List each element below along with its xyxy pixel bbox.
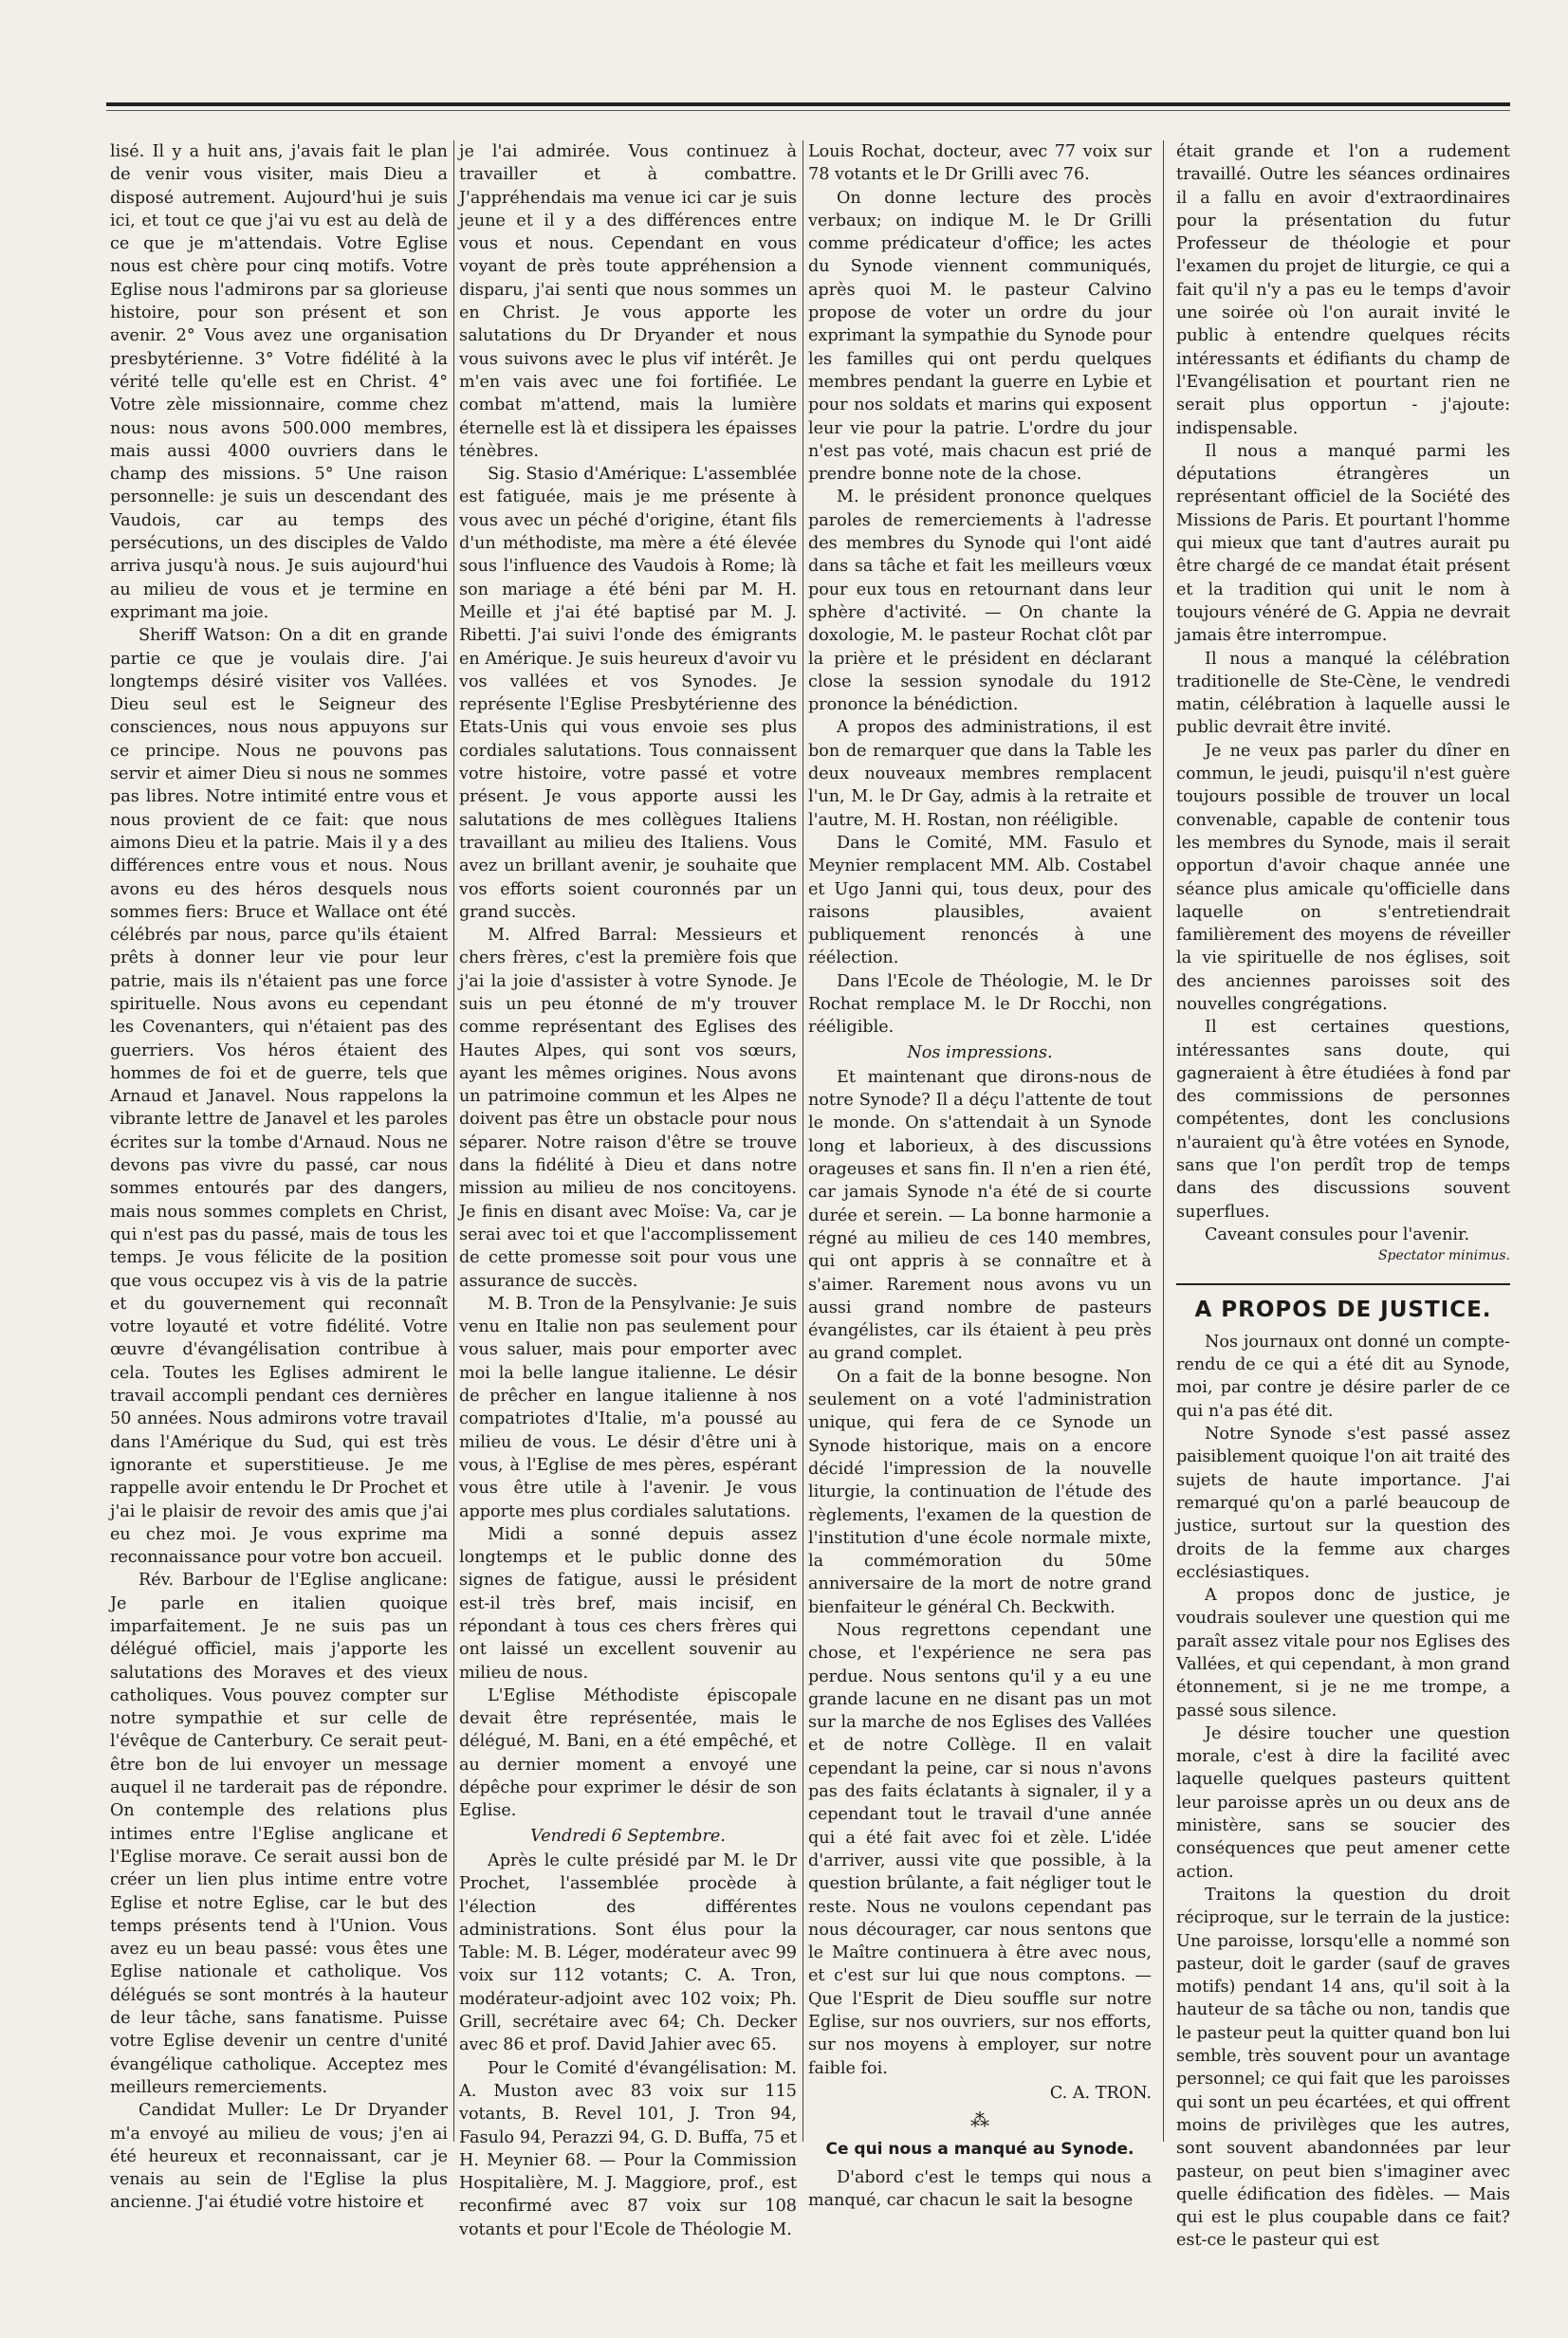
- paragraph: Traitons la question du droit réciproque, sur le terrain de la justice: Une paroisse, lorsqu'elle a nommé son pasteur, doit le garder (sauf de graves motifs) pendant 14 ans, qu'il soit à la hauteur de sa tâche ou non, tandis que le pasteur peut la quitter quand bon lui semble, très souvent pour un avantage personnel; ce qui fait que les paroisses qui sont un peu écartées, et qui offrent moins de privilèges que les autres, sont souvent abandonnées par leur pasteur, on peut bien s'imaginer avec quelle édification des fidèles. — Mais qui est le plus coupable dans ce fait? est-ce le pasteur qui est: [1176, 1885, 1511, 2251]
- paragraph: On donne lecture des procès verbaux; on indique M. le Dr Grilli comme prédicateur d'office; les actes du Synode viennent communiqués, après quoi M. le pasteur Calvino propose de voter un ordre du jour exprimant la sympathie du Synode pour les familles qui ont perdu quelques membres pendant la guerre en Lybie et pour nos soldats et marins qui exposent leur vie pour la patrie. L'ordre du jour n'est pas voté, mais chacun est prié de prendre bonne note de la chose.: [808, 188, 1152, 485]
- paragraph: Il nous a manqué la célébration traditionelle de Ste-Cène, le vendredi matin, célébration à laquelle aussi le public devrait être invité.: [1176, 649, 1510, 738]
- paragraph: D'abord c'est le temps qui nous a manqué, car chacun le sait la besogne: [808, 2167, 1152, 2211]
- paragraph: Et maintenant que dirons-nous de notre Synode? Il a déçu l'attente de tout le monde. On s'attendait à un Synode long et laborieux, à des discussions orageuses et sans fin. Il n'en a rien été, car jamais Synode n'a été de si courte durée et serein. — La bonne harmonie a régné au milieu de ces 140 membres, qui ont appris à se connaître et à s'aimer. Rarement nous avons vu un aussi grand nombre de pasteurs évangélistes, car ils étaient à peu près au grand complet.: [808, 1067, 1152, 1364]
- paragraph: Notre Synode s'est passé assez paisiblement quoique l'on ait traité des sujets de haute importance. J'ai remarqué qu'on a parlé beaucoup de justice, surtout sur la question des droits de la femme aux charges ecclésiastiques.: [1176, 1425, 1510, 1582]
- column-3: [808, 140, 1152, 2211]
- paragraph: lisé. Il y a huit ans, j'avais fait le plan de venir vous visiter, mais Dieu a disposé autrement. Aujourd'hui je suis ici, et tout ce que j'ai vu est au delà de ce que je m'attendais. Votre Eglise nous est chère pour cinq motifs. Votre Eglise nous l'admirons par sa glorieuse histoire, pour son présent et son avenir. 2° Vous avez une organisation presbytérienne. 3° Votre fidélité à la vérité telle qu'elle est en Christ. 4° Votre zèle missionnaire, comme chez nous: nous avons 500.000 membres, mais aussi 4000 ouvriers dans le champ des missions. 5° Une raison personnelle: je suis un descendant des Vaudois, car au temps des persécutions, un des disciples de Valdo arriva jusqu'à nous. Je suis aujourd'hui au milieu de vous et je termine en exprimant ma joie.: [110, 142, 448, 622]
- paragraph: M. Alfred Barral: Messieurs et chers frères, c'est la première fois que j'ai la joie d'assister à votre Synode. Je suis un peu étonné de m'y trouver comme représentant des Eglises des Hautes Alpes, qui sont vos sœurs, ayant les mêmes origines. Nous avons un patrimoine commun et les Alpes ne doivent pas être un obstacle pour nous séparer. Notre raison d'être se trouve dans la fidélité à Dieu et dans notre mission au milieu de nos concitoyens. Je finis en disant avec Moïse: Va, car je serai avec toi et que l'accomplissement de cette promesse soit pour vous une assurance de succès.: [459, 926, 797, 1291]
- asterism-divider: ⁂: [970, 2108, 989, 2132]
- column-divider: [802, 140, 803, 2142]
- paragraph: Je désire toucher une question morale, c'est à dire la facilité avec laquelle quelques pasteurs quittent leur paroisse après un ou deux ans de ministère, sans se soucier des conséquences que peut amener cette action.: [1176, 1723, 1510, 1882]
- paragraph: Caveant consules pour l'avenir.: [1205, 1224, 1470, 1244]
- column-divider: [1163, 140, 1164, 2142]
- paragraph: Louis Rochat, docteur, avec 77 voix sur 78 votants et le Dr Grilli avec 76.: [808, 142, 1152, 185]
- paragraph: Rév. Barbour de l'Eglise anglicane: Je parle en italien quoique imparfaitement. Je ne suis pas un délégué officiel, mais j'apporte les salutations des Moraves et des vieux catholiques. Vous pouvez compter sur notre sympathie et sur celle de l'évêque de Canterbury. Ce serait peut-être bon de lui envoyer un message auquel il ne tarderait pas de répondre. On contemple des relations plus intimes entre l'Eglise anglicane et l'Eglise morave. Ce serait aussi bon de créer un lien plus intime entre votre Eglise et notre Eglise, car le but des temps présents tend à l'Union. Vous avez eu un beau passé: vous êtes une Eglise nationale et catholique. Vos délégués se sont montrés à la hauteur de leur tâche, sans fanatisme. Puisse votre Eglise devenir un centre d'unité évangélique catholique. Acceptez mes meilleurs remerciements.: [110, 1571, 448, 2097]
- column-divider: [453, 140, 454, 2142]
- paragraph: Midi a sonné depuis assez longtemps et le public donne des signes de fatigue, aussi le président est-il très bref, mais incisif, en répondant à tous ces chers frères qui ont laissé un excellent souvenir au milieu de nous.: [459, 1524, 797, 1683]
- paragraph: On a fait de la bonne besogne. Non seulement on a voté l'administration unique, qui fera de ce Synode un Synode historique, mais on a encore décidé l'impression de la nouvelle liturgie, la continuation de l'étude des règlements, l'examen de la question de l'institution d'une école normale mixte, la commémoration du 50me anniversaire de la mort de notre grand bienfaiteur le général Ch. Beckwith.: [808, 1367, 1152, 1617]
- paragraph: Dans le Comité, MM. Fasulo et Meynier remplacent MM. Alb. Costabel et Ugo Janni qui, tous deux, pour des raisons plausibles, avaient publiquement renoncés à une réélection.: [808, 833, 1152, 968]
- column-1: [110, 140, 448, 2213]
- paragraph: M. le président prononce quelques paroles de remerciements à l'adresse des membres du Synode qui l'ont aidé dans sa tâche et fait les meilleurs vœux pour eux tous en retournant dans leur sphère d'activité. — On chante la doxologie, M. le pasteur Rochat clôt par la prière et le président en déclarant close la session synodale du 1912 prononce la bénédiction.: [808, 488, 1152, 715]
- paragraph: Nos journaux ont donné un compte-rendu de ce qui a été dit au Synode, moi, par contre je désire parler de ce qui n'a pas été dit.: [1176, 1332, 1510, 1421]
- paragraph: était grande et l'on a rudement travaillé. Outre les séances ordinaires il a fallu en avoir d'extraordinaires pour la présentation du futur Professeur de théologie et pour l'examen du projet de liturgie, ce qui a fait qu'il n'y a pas eu le temps d'avoir une soirée où l'on aurait invité le public à entendre quelques récits intéressants et édifiants du champ de l'Evangélisation et pourtant rien ne serait plus opportun - j'ajoute: indispensable.: [1176, 142, 1510, 438]
- paragraph: Candidat Muller: Le Dr Dryander m'a envoyé au milieu de vous; j'en ai été heureux et reconnaissant, car je venais au sein de l'Eglise la plus ancienne. J'ai étudié votre histoire et: [110, 2101, 448, 2213]
- article-heading: A PROPOS DE JUSTICE.: [1194, 1297, 1492, 1322]
- paragraph: Pour le Comité d'évangélisation: M. A. Muston avec 83 voix sur 115 votants, B. Revel 101, J. Tron 94, Fasulo 94, Perazzi 94, G. D. Buffa, 75 et H. Meynier 68. — Pour la Commission Hospitalière, M. J. Maggiore, prof., est reconfirmé avec 87 voix sur 108 votants et pour l'Ecole de Théologie M.: [459, 2058, 797, 2239]
- section-subheading: Vendredi 6 Septembre.: [530, 1826, 726, 1846]
- paragraph: L'Eglise Méthodiste épiscopale devait être représentée, mais le délégué, M. Bani, en a été empêché, et au dernier moment a envoyé une dépêche pour exprimer le désir de son Eglise.: [459, 1685, 797, 1821]
- paragraph: A propos donc de justice, je voudrais soulever une question qui me paraît assez vitale pour nos Eglises des Vallées, et qui cependant, à mon grand étonnement, si je ne me trompe, a passé sous silence.: [1176, 1586, 1510, 1721]
- paragraph: Après le culte présidé par M. le Dr Prochet, l'assemblée procède à l'élection des différentes administrations. Sont élus pour la Table: M. B. Léger, modérateur avec 99 voix sur 112 votants; C. A. Tron, modérateur-adjoint avec 102 voix; Ph. Grill, secrétaire avec 64; Ch. Decker avec 86 et prof. David Jahier avec 65.: [459, 1850, 797, 2055]
- column-4: [1176, 140, 1511, 2251]
- section-rule: [1176, 1283, 1510, 1285]
- header-rule-thin: [106, 110, 1510, 111]
- paragraph: Sheriff Watson: On a dit en grande partie ce que je voulais dire. J'ai longtemps désiré visiter vos Vallées. Dieu seul est le Seigneur des consciences, nous nous appuyons sur ce principe. Nous ne pouvons pas servir et aimer Dieu si nous ne sommes pas libres. Notre intimité entre vous et nous provient de ce fait: que nous aimons Dieu et la patrie. Mais il y a des différences entre vous et nous. Nous avons eu des héros desquels nous sommes fiers: Bruce et Wallace ont été célébrés par nous, parce qu'ils étaient prêts à donner leur vie pour leur patrie, mais ils n'étaient pas une force spirituelle. Nous avons eu cependant les Covenanters, qui n'étaient pas des guerriers. Vos héros étaient des hommes de foi et de guerre, tels que Arnaud et Janavel. Nous rappelons la vibrante lettre de Janavel et les paroles écrites sur la tombe d'Arnaud. Nous ne devons pas vivre du passé, car nous sommes entourés par des dangers, mais nous sommes complets en Christ, qui n'est pas du passé, mais de tous les temps. Je vous félicite de la position que vous occupez vis à vis de la patrie et du gouvernement qui reconnaît votre loyauté et votre fidélité. Votre œuvre d'évangélisation contribue à cela. Toutes les Eglises admirent le travail accompli pendant ces dernières 50 années. Nous admirons votre travail dans l'Amérique du Sud, qui est très ignorante et superstitieuse. Je me rappelle avoir entendu le Dr Prochet et j'ai le plaisir de revoir des amis que j'ai eu chez moi. Je vous exprime ma reconnaissance pour votre bon accueil.: [110, 626, 448, 1568]
- paragraph: Nous regrettons cependant une chose, et l'expérience ne sera pas perdue. Nous sentons qu'il y a eu une grande lacune en ne disant pas un mot sur la marche de nos Eglises des Vallées et de notre Collège. Il en valait cependant la peine, car si nous n'avons pas des faits éclatants à signaler, il y a cependant tout le travail d'une année qui a été fait avec foi et zèle. L'idée d'arriver, aussi vite que possible, à la question brûlante, a fait négliger tout le reste. Nous ne voulons cependant pas nous décourager, car nous sentons que le Maître continuera à être avec nous, et c'est sur lui que nous comptons. — Que l'Esprit de Dieu souffle sur notre Eglise, sur nos ouvriers, sur nos efforts, sur nos moyens à employer, sur notre faible foi.: [808, 1621, 1152, 2078]
- paragraph: M. B. Tron de la Pensylvanie: Je suis venu en Italie non pas seulement pour vous saluer, mais pour emporter avec moi la belle langue italienne. Le désir de prêcher en langue italienne à nos compatriotes d'Italie, m'a poussé au milieu de vous. Le désir d'être uni à vous, à l'Eglise de mes pères, espérant vous être utile à l'avenir. Je vous apporte mes plus cordiales salutations.: [459, 1294, 797, 1521]
- paragraph: Il nous a manqué parmi les députations étrangères un représentant officiel de la Société des Missions de Paris. Et pourtant l'homme qui mieux que tant d'autres aurait pu être chargé de ce mandat était présent et la tradition qui unit le nom à toujours vénéré de G. Appia ne devrait jamais être interrompue.: [1176, 441, 1510, 646]
- author-signature: C. A. TRON.: [1049, 2083, 1152, 2103]
- paragraph: A propos des administrations, il est bon de remarquer que dans la Table les deux nouveaux membres remplacent l'un, M. le Dr Gay, admis à la retraite et l'autre, M. H. Rostan, non rééligible.: [808, 718, 1152, 830]
- paragraph: Je ne veux pas parler du dîner en commun, le jeudi, puisqu'il n'est guère toujours possible de trouver un local convenable, capable de contenir tous les membres du Synode, mais il serait opportun d'avoir chaque année une séance plus amicale qu'officielle dans laquelle on s'entretiendrait familièrement des moyens de réveiller la vie spirituelle de nos églises, soit des anciennes paroisses soit des nouvelles congrégations.: [1176, 741, 1510, 1014]
- paragraph: Sig. Stasio d'Amérique: L'assemblée est fatiguée, mais je me présente à vous avec un péché d'origine, étant fils d'un méthodiste, ma mère a été élevée sous l'influence des Vaudois à Rome; là son mariage a été béni par M. H. Meille et j'ai été baptisé par M. J. Ribetti. J'ai suivi l'onde des émigrants en Amérique. Je suis heureux d'avoir vu vos vallées et vos Synodes. Je représente l'Eglise Presbytérienne des Etats-Unis qui vous envoie ses plus cordiales salutations. Tous connaissent votre histoire, votre passé et votre présent. Je vous apporte aussi les salutations de mes collègues Italiens travaillant au milieu des Italiens. Vous avez un brillant avenir, je souhaite que vos efforts soient couronnés par un grand succès.: [459, 465, 797, 922]
- author-signature: Spectator minimus.: [1377, 1248, 1510, 1264]
- column-2: [459, 140, 797, 2239]
- header-rule: [106, 102, 1510, 106]
- paragraph: Il est certaines questions, intéressantes sans doute, qui gagneraient à être étudiées à fond par des commissions de personnes compétentes, dont les conclusions n'auraient qu'à être votées en Synode, sans que l'on perdît trop de temps dans des discussions souvent superflues.: [1176, 1018, 1510, 1222]
- paragraph: je l'ai admirée. Vous continuez à travailler et à combattre. J'appréhendais ma venue ici car je suis jeune et il y a des différences entre vous et nous. Cependant en vous voyant de près toute appréhension a disparu, j'ai senti que nous sommes un en Christ. Je vous apporte les salutations du Dr Dryander et nous vous suivons avec le plus vif intérêt. Je m'en vais avec une foi fortifiée. Le combat m'attend, mais la lumière éternelle est là et dissipera les épaisses ténèbres.: [459, 142, 797, 461]
- section-subheading: Nos impressions.: [907, 1042, 1053, 1062]
- article-heading: Ce qui nous a manqué au Synode.: [825, 2139, 1134, 2159]
- paragraph: Dans l'Ecole de Théologie, M. le Dr Rochat remplace M. le Dr Rocchi, non rééligible.: [808, 971, 1152, 1038]
